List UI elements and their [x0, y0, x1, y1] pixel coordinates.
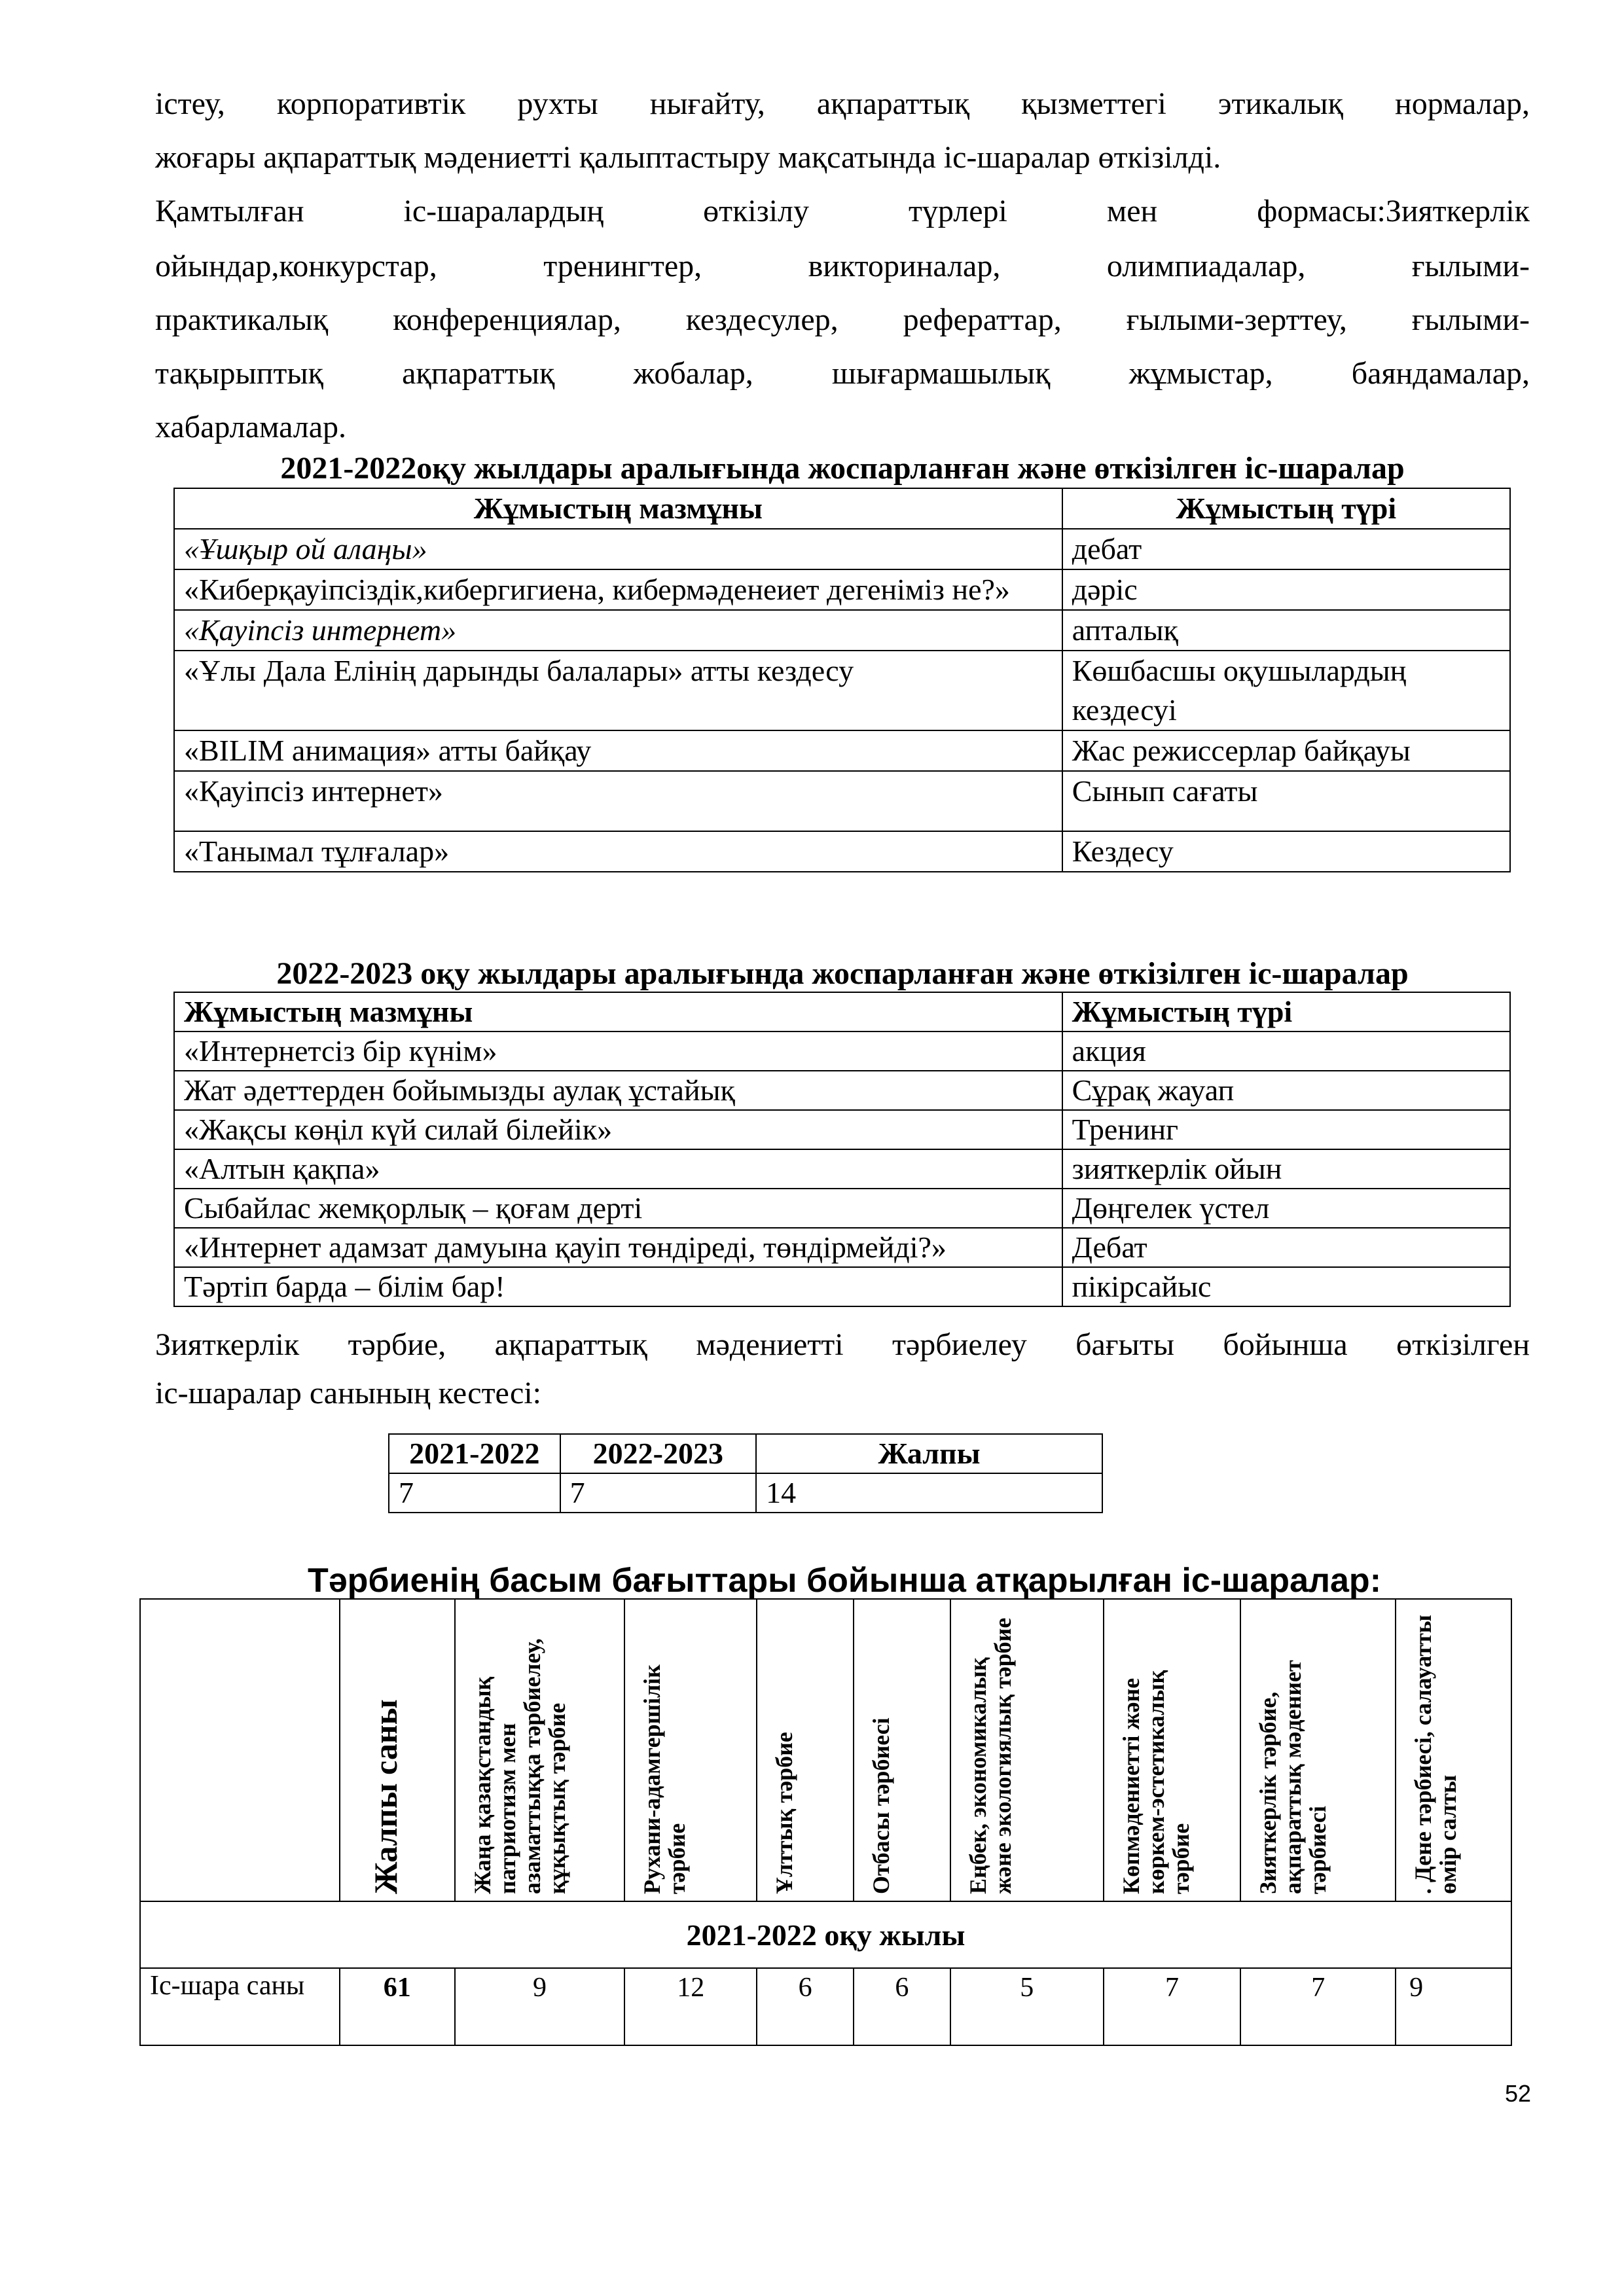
column-header-patriotism: Жаңа қазақстандық патриотизм мен азаматтыққа тәрбиелеу, құқықтық тәрбие	[455, 1599, 625, 1901]
cell-type: Жас режиссерлар байқауы	[1062, 730, 1510, 771]
cell-content: «Ұшқыр ой алаңы»	[174, 529, 1062, 569]
cell-value: 9	[455, 1968, 625, 2045]
cell-content: «Алтын қақпа»	[174, 1149, 1062, 1189]
cell-type: Сынып сағаты	[1062, 771, 1510, 831]
cell-content: «BILIM анимация» атты байқау	[174, 730, 1062, 771]
cell-type: зияткерлік ойын	[1062, 1149, 1510, 1189]
directions-table	[139, 1598, 1512, 2046]
column-header-2022-2023: 2022-2023	[560, 1434, 756, 1473]
column-header-intellectual: Зияткерлік тәрбие, ақпараттық мәдениет тәрбиесі	[1240, 1599, 1396, 1901]
table-row	[174, 569, 1510, 610]
cell-type: Кездесу	[1062, 831, 1510, 872]
cell-type: пікірсайыс	[1062, 1267, 1510, 1306]
cell-type: акция	[1062, 1031, 1510, 1071]
intro-line: істеу, корпоративтік рухты нығайту, ақпараттық қызметтегі этикалық нормалар,	[155, 86, 1530, 121]
cell-value: 7	[560, 1473, 756, 1513]
cell-content: «Ұлы Дала Елінің дарынды балалары» атты кездесу	[174, 651, 1062, 730]
table-header-row	[389, 1434, 1102, 1473]
table2	[173, 992, 1511, 1307]
column-header-content: Жұмыстың мазмұны	[174, 992, 1062, 1031]
column-header-total: Жалпы	[756, 1434, 1102, 1473]
column-header-multicultural: Көпмәдениетті және көркем-эстетикалық тәрбие	[1104, 1599, 1241, 1901]
column-header-content: Жұмыстың мазмұны	[174, 488, 1062, 529]
column-header-2021-2022: 2021-2022	[389, 1434, 560, 1473]
table-row	[140, 1968, 1511, 2045]
cell-value: 9	[1396, 1968, 1511, 2045]
column-header-type: Жұмыстың түрі	[1062, 488, 1510, 529]
intro-line: хабарламалар.	[155, 410, 347, 444]
cell-value: 6	[854, 1968, 950, 2045]
table1-caption: 2021-2022оқу жылдары аралығында жоспарланған және өткізілген іс-шаралар	[280, 451, 1405, 486]
column-header-total: Жалпы саны	[340, 1599, 455, 1901]
cell-content: «Интернет адамзат дамуына қауіп төндіреді, төндірмейді?»	[174, 1228, 1062, 1267]
table2-caption: 2022-2023 оқу жылдары аралығында жоспарланған және өткізілген іс-шаралар	[276, 956, 1409, 991]
corner-cell	[140, 1599, 340, 1901]
cell-content: Тәртіп барда – білім бар!	[174, 1267, 1062, 1306]
table-row	[174, 771, 1510, 831]
cell-value: 7	[389, 1473, 560, 1513]
table-row	[174, 1110, 1510, 1149]
summary-line: іс-шаралар санының кестесі:	[155, 1376, 542, 1410]
cell-type: Тренинг	[1062, 1110, 1510, 1149]
intro-line: жоғары ақпараттық мәдениетті қалыптастыру мақсатында іс-шаралар өткізілді.	[155, 140, 1221, 175]
intro-line: тақырыптық ақпараттық жобалар, шығармашылық жұмыстар, баяндамалар,	[155, 356, 1530, 391]
table-row	[174, 831, 1510, 872]
table-row	[174, 1031, 1510, 1071]
intro-line: Қамтылған іс-шаралардың өткізілу түрлері мен формасы:Зияткерлік	[155, 194, 1530, 228]
cell-value: 7	[1104, 1968, 1241, 2045]
cell-content: Сыбайлас жемқорлық – қоғам дерті	[174, 1189, 1062, 1228]
table-header-row	[174, 488, 1510, 529]
table-row	[174, 651, 1510, 730]
table-row	[174, 1267, 1510, 1306]
cell-content: «Интернетсіз бір күнім»	[174, 1031, 1062, 1071]
table1	[173, 488, 1511, 872]
cell-content: «Танымал тұлғалар»	[174, 831, 1062, 872]
cell-content: «Қауіпсіз интернет»	[174, 610, 1062, 651]
table-row	[389, 1473, 1102, 1513]
cell-type: апталық	[1062, 610, 1510, 651]
cell-content: «Қауіпсіз интернет»	[174, 771, 1062, 831]
table-row	[174, 1071, 1510, 1110]
row-label: Іс-шара саны	[140, 1968, 340, 2045]
column-header-national: Ұлттық тәрбие	[757, 1599, 854, 1901]
cell-type: дебат	[1062, 529, 1510, 569]
intro-line: ойындар,конкурстар, тренингтер, викториналар, олимпиадалар, ғылыми-	[155, 249, 1530, 283]
column-header-physical: . Дене тәрбиесі, салауатты өмір салты	[1396, 1599, 1511, 1901]
cell-type: Дебат	[1062, 1228, 1510, 1267]
table-header-row	[174, 992, 1510, 1031]
cell-type: Сұрақ жауап	[1062, 1071, 1510, 1110]
cell-value: 14	[756, 1473, 1102, 1513]
table-row	[174, 610, 1510, 651]
table4-caption: Тәрбиенің басым бағыттары бойынша атқарылған іс-шаралар:	[307, 1562, 1382, 1600]
column-header-spiritual: Рухани-адамгершілік тәрбие	[624, 1599, 757, 1901]
page-number: 52	[1504, 2080, 1531, 2107]
cell-value: 6	[757, 1968, 854, 2045]
column-header-type: Жұмыстың түрі	[1062, 992, 1510, 1031]
cell-value: 7	[1240, 1968, 1396, 2045]
table-row	[174, 529, 1510, 569]
cell-type: Көшбасшы оқушылардың кездесуі	[1062, 651, 1510, 730]
cell-content: Жат әдеттерден бойымызды аулақ ұстайық	[174, 1071, 1062, 1110]
cell-content: «Киберқауіпсіздік,кибергигиена, кибермәденеиет дегеніміз не?»	[174, 569, 1062, 610]
cell-content: «Жақсы көңіл күй силай білейік»	[174, 1110, 1062, 1149]
column-header-labor: Еңбек, экономикалық және экологиялық тәрбие	[950, 1599, 1104, 1901]
cell-type: дәріс	[1062, 569, 1510, 610]
cell-value: 5	[950, 1968, 1104, 2045]
table-row	[174, 1228, 1510, 1267]
summary-line: Зияткерлік тәрбие, ақпараттық мәдениетті тәрбиелеу бағыты бойынша өткізілген	[155, 1327, 1530, 1362]
table-header-row	[140, 1599, 1511, 1901]
cell-value: 61	[340, 1968, 455, 2045]
table-row	[174, 1189, 1510, 1228]
cell-value: 12	[624, 1968, 757, 2045]
table-row	[174, 1149, 1510, 1189]
intro-line: практикалық конференциялар, кездесулер, рефераттар, ғылыми-зерттеу, ғылыми-	[155, 302, 1530, 337]
section-row	[140, 1901, 1511, 1968]
summary-table	[388, 1433, 1103, 1513]
section-title: 2021-2022 оқу жылы	[140, 1901, 1511, 1968]
intro-paragraph	[155, 77, 1530, 454]
cell-type: Дөңгелек үстел	[1062, 1189, 1510, 1228]
table-row	[174, 730, 1510, 771]
column-header-family: Отбасы тәрбиесі	[854, 1599, 950, 1901]
summary-paragraph	[155, 1321, 1530, 1418]
